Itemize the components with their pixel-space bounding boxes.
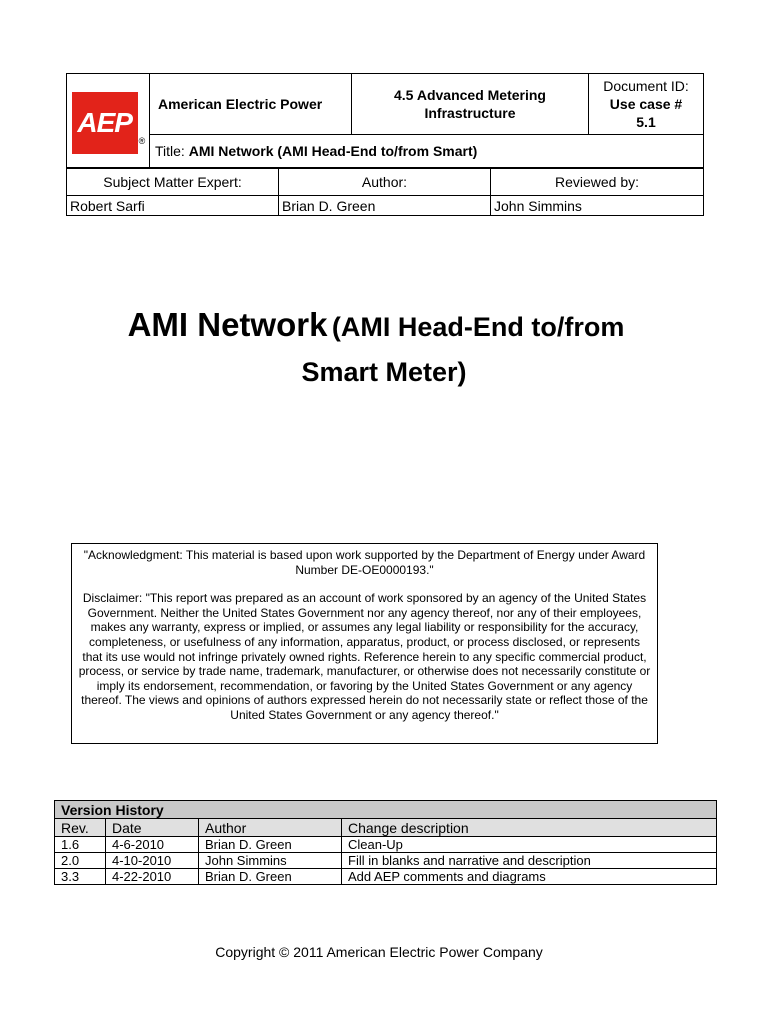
author-cell: Brian D. Green (199, 837, 342, 853)
column-header: Author (199, 819, 342, 837)
change-cell: Fill in blanks and narrative and description (342, 853, 717, 869)
version-history-title: Version History (55, 801, 717, 819)
copyright-footer: Copyright © 2011 American Electric Power Company (215, 944, 543, 960)
use-case-label: Use case # (609, 96, 683, 112)
reviewer-label: Reviewed by: (491, 169, 704, 196)
aep-logo: AEP (72, 92, 138, 154)
acknowledgment-text: "Acknowledgment: This material is based upon work supported by the Department of Energy under Award Number DE-OE0000193." (83, 548, 646, 577)
document-id-cell (589, 74, 704, 135)
author-cell: John Simmins (199, 853, 342, 869)
disclaimer-text: Disclaimer: "This report was prepared as an account of work sponsored by an agency of the United States Government. Neither the United States Government nor any agency thereof, nor any of their employees, makes any warranty, express or implied, or assumes any legal liability or responsibility for the accuracy, completeness, or usefulness of any information, apparatus, product, or process disclosed, or represents that its use would not infringe privately owned rights. Reference herein to any specific commercial product, process, or service by trade name, trademark, manufacturer, or otherwise does not necessarily constitute or imply its endorsement, recommendation, or favoring by the United States Government or any agency thereof. The views and opinions of authors expressed herein do not necessarily state or reflect those of the United States Government or any agency thereof." (78, 591, 651, 722)
title-cell (150, 135, 704, 168)
company-name: American Electric Power (150, 74, 352, 135)
change-cell: Clean-Up (342, 837, 717, 853)
rev-cell: 3.3 (55, 869, 106, 885)
document-id-label: Document ID: (603, 78, 689, 94)
author-cell: Brian D. Green (199, 869, 342, 885)
document-header-table (66, 73, 704, 168)
title-label: Title: (155, 143, 185, 159)
author-label: Author: (279, 169, 491, 196)
contributors-table (66, 168, 704, 216)
table-row (55, 853, 717, 869)
aep-logo-cell (67, 74, 150, 168)
use-case-number: 5.1 (636, 114, 656, 130)
date-cell: 4-22-2010 (106, 869, 199, 885)
sme-label: Subject Matter Expert: (67, 169, 279, 196)
reviewer-name: John Simmins (491, 196, 704, 216)
document-title-main: AMI Network (127, 306, 328, 343)
author-name: Brian D. Green (279, 196, 491, 216)
version-history-table (54, 800, 717, 885)
table-row (55, 869, 717, 885)
section-title: 4.5 Advanced Metering Infrastructure (352, 74, 589, 135)
rev-cell: 1.6 (55, 837, 106, 853)
column-header: Date (106, 819, 199, 837)
registered-mark: ® (138, 135, 146, 146)
document-title-sub-1: (AMI Head-End to/from (331, 312, 625, 342)
change-cell: Add AEP comments and diagrams (342, 869, 717, 885)
document-title (0, 305, 768, 397)
date-cell: 4-10-2010 (106, 853, 199, 869)
title-value: AMI Network (AMI Head-End to/from Smart) (188, 143, 478, 159)
rev-cell: 2.0 (55, 853, 106, 869)
sme-name: Robert Sarfi (67, 196, 279, 216)
column-header: Rev. (55, 819, 106, 837)
column-header: Change description (342, 819, 717, 837)
date-cell: 4-6-2010 (106, 837, 199, 853)
table-row (55, 837, 717, 853)
document-title-sub-2: Smart Meter) (301, 357, 467, 387)
acknowledgment-box (71, 543, 658, 744)
